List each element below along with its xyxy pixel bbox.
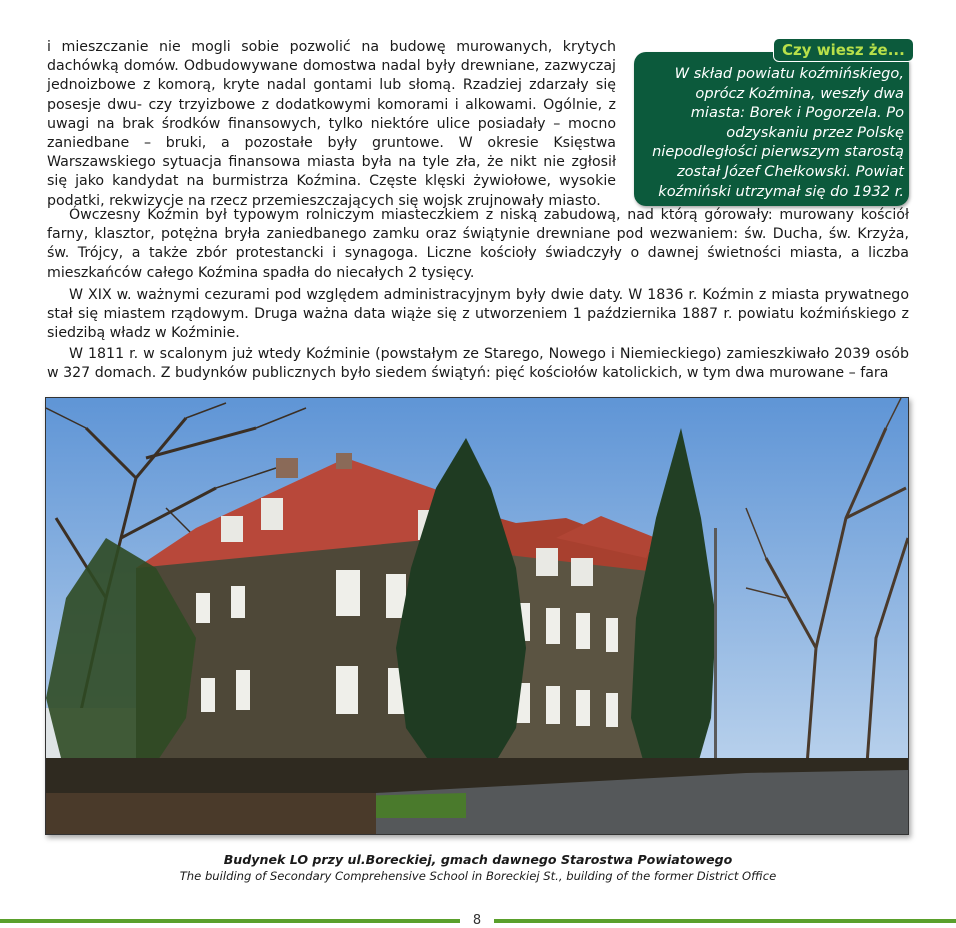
body-paragraph-4: W 1811 r. w scalonym już wtedy Koźminie (powstałym ze Starego, Nowego i Niemieckiego) zamieszkiwało 2039 osób w 327 domach. Z budynków publicznych było siedem świątyń: pięć kościołów katolickich, w tym dwa murowane – fara bbox=[47, 346, 909, 382]
photo-caption-polish: Budynek LO przy ul.Boreckiej, gmach dawnego Starostwa Powiatowego bbox=[223, 852, 733, 867]
body-paragraph-2: Ówczesny Koźmin był typowym rolniczym miasteczkiem z niską zabudową, nad którą górowały: murowany kościół farny, klasztor, potężna bryła zaniedbanego zamku oraz świątynie drewniane pod wezwaniem: św. Ducha, św. Krzyża, św. Trójcy, a także zbór protestancki i synagoga. Liczne kościoły świadczyły o dawnej świetności miasta, a liczba mieszkańców całego Koźmina spadła do niecałych 2 tysięcy. bbox=[47, 207, 909, 281]
page-number: 8 bbox=[472, 913, 482, 928]
body-paragraph-3: W XIX w. ważnymi cezurami pod względem administracyjnym były dwie daty. W 1836 r. Koźmin z miasta prywatnego stał się miastem rządowym. Druga ważna data wiąże się z utworzeniem 1 października 1887 r. powiatu koźmińskiego z siedzibą władz w Koźminie. bbox=[47, 287, 909, 342]
photo-caption-english: The building of Secondary Comprehensive School in Boreckiej St., building of the former District Office bbox=[179, 869, 777, 883]
did-you-know-title: Czy wiesz że... bbox=[773, 38, 914, 62]
footer-rule-right bbox=[494, 919, 956, 923]
did-you-know-text: W skład powiatu koźmińskiego, oprócz Koźmina, weszły dwa miasta: Borek i Pogorzela. Po odzyskaniu przez Polskę niepodległości pierwszym starostą został Józef Chełkowski. Powiat koźmiński utrzymał się do 1932 r. bbox=[652, 65, 904, 200]
footer-rule-left bbox=[0, 919, 460, 923]
building-photo bbox=[45, 397, 909, 835]
body-paragraph-1: i mieszczanie nie mogli sobie pozwolić na budowę murowanych, krytych dachówką domów. Odbudowywane domostwa nadal były drewniane, zazwyczaj jednoizbowe z komorą, kryte nadal gontami lub słomą. Rzadziej zdarzały się posesje dwu- czy trzyizbowe z dodatkowymi komorami i alkowami. Ogólnie, z uwagi na brak środków finansowych, tylko niektóre ulice posiadały – mocno zaniedbane – bruki, a pozostałe były gruntowe. W okresie Księstwa Warszawskiego sytuacja finansowa miasta była na tyle zła, że nikt nie zgłosił się jako kandydat na burmistrza Koźmina. Częste klęski żywiołowe, wysokie podatki, rekwizycje na rzecz przemieszczających się wojsk zrujnowały miasto. bbox=[47, 39, 616, 209]
